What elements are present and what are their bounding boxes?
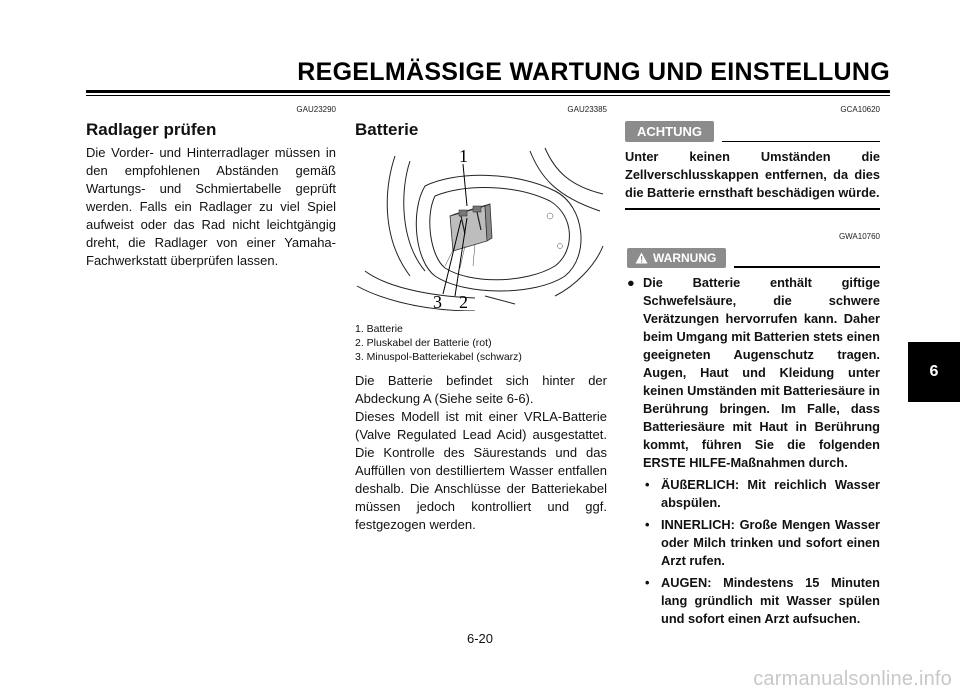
caption-line: 1. Batterie <box>355 323 403 335</box>
achtung-text: Unter keinen Umständen die Zellverschlusskappen entfernen, da dies die Batterie ernsthaft beschädigen würde. <box>625 149 880 200</box>
warning-triangle-icon <box>635 252 648 264</box>
middle-column <box>355 105 607 534</box>
warning-text: Die Batterie enthält giftige Schwefelsäure, die schwere Verätzungen hervorrufen kann. Daher beim Umgang mit Batterien stets einen geeigneten Augenschutz tragen. Augen, Haut und Kleidung unter keinen Umständen mit Batteriesäure in Berührung bringen. Im Falle, dass Batteriesäure mit Haut in Berührung kommt, führen Sie die folgenden ERSTE HILFE-Maßnahmen durch. <box>643 274 880 470</box>
page-title: REGELMÄSSIGE WARTUNG UND EINSTELLUNG <box>297 58 890 86</box>
left-column <box>86 105 336 270</box>
right-column <box>625 105 880 628</box>
figure-caption <box>355 322 607 364</box>
caption-line: 2. Pluskabel der Batterie (rot) <box>355 337 492 349</box>
warning-code: GWA10760 <box>838 231 880 241</box>
warning-label: WARNUNG <box>653 250 717 265</box>
notice-rule <box>722 141 880 143</box>
bullet: • <box>645 516 650 532</box>
notice-rule <box>734 266 880 268</box>
page-number: 6-20 <box>466 631 494 646</box>
first-aid-text: ÄUßERLICH: Mit reichlich Wasser abspülen. <box>661 476 880 510</box>
first-aid-item <box>625 476 880 512</box>
chapter-tab: 6 <box>908 342 960 402</box>
figure-label-2: 2 <box>459 292 468 311</box>
achtung-header <box>625 121 880 142</box>
warning-header <box>625 248 880 268</box>
bullet: • <box>645 574 650 590</box>
notice-end-rule <box>625 208 880 210</box>
notice-code: GCA10620 <box>840 105 880 114</box>
first-aid-item <box>625 574 880 628</box>
section-heading-battery: Batterie <box>355 120 419 139</box>
battery-illustration <box>355 146 605 311</box>
watermark: carmanualsonline.info <box>753 668 952 690</box>
section-code: GAU23385 <box>567 105 607 114</box>
warning-badge <box>627 248 726 268</box>
battery-text <box>355 372 607 534</box>
section-code: GAU23290 <box>296 105 336 114</box>
warning-item <box>625 274 880 472</box>
figure-label-1: 1 <box>459 146 468 166</box>
first-aid-item <box>625 516 880 570</box>
title-rule <box>86 90 890 93</box>
bullet: ● <box>627 274 635 290</box>
bullet: • <box>645 476 650 492</box>
figure-label-3: 3 <box>433 292 442 311</box>
paragraph: Die Batterie befindet sich hinter der Abdeckung A (Siehe seite 6-6). <box>355 373 607 406</box>
wheel-bearings-text <box>86 144 336 270</box>
paragraph: Dieses Modell ist mit einer VRLA-Batterie (Valve Regulated Lead Acid) ausgestattet. Die Kontrolle des Säurestands und das Auffüllen von destilliertem Wasser entfallen deshalb. Die Anschlüsse der Batteriekabel müssen jedoch kontrolliert und ggf. festgezogen werden. <box>355 409 607 532</box>
paragraph: Die Vorder- und Hinterradlager müssen in den empfohlenen Abständen gemäß Wartungs- und Schmiertabelle geprüft werden. Falls ein Radlager zu viel Spiel aufweist oder das Rad nicht leichtgängig dreht, die Radlager von einer Yamaha-Fachwerkstatt überprüfen lassen. <box>86 145 336 268</box>
section-heading-wheel-bearings: Radlager prüfen <box>86 120 217 139</box>
achtung-badge: ACHTUNG <box>625 121 714 142</box>
warning-list <box>625 274 880 628</box>
caption-line: 3. Minuspol-Batteriekabel (schwarz) <box>355 351 522 363</box>
title-rule-thin <box>86 95 890 96</box>
first-aid-text: AUGEN: Mindestens 15 Minuten lang gründlich mit Wasser spülen und sofort einen Arzt aufsuchen. <box>661 574 880 626</box>
first-aid-text: INNERLICH: Große Mengen Wasser oder Milch trinken und sofort einen Arzt rufen. <box>661 516 880 568</box>
